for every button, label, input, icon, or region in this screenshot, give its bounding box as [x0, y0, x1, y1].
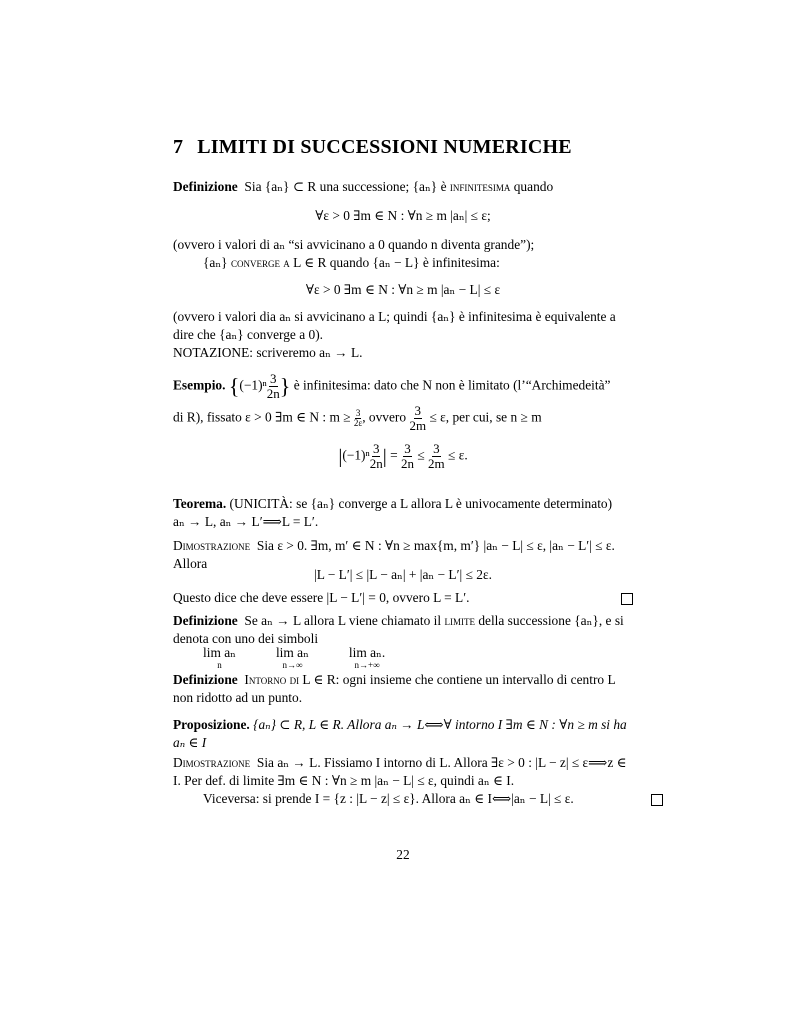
example-text: è infinitesima: dato che N non è limitato (l’“Archimedeità”: [293, 377, 611, 393]
def3-text: L ∈ R: ogni insieme che contiene un intervallo di centro L non ridotto ad un punto.: [173, 672, 616, 705]
section-number: 7: [173, 136, 184, 158]
theorem-label: Teorema.: [173, 496, 227, 511]
definition-intorno: [173, 671, 633, 707]
notation: NOTAZIONE: scriveremo aₙ → L.: [173, 345, 363, 360]
eq-n3: 3: [433, 441, 440, 456]
proof-text: Sia ε > 0. ∃m, m′ ∈ N : ∀n ≥ max{m, m′} |aₙ − L| ≤ ε, |aₙ − L′| ≤ ε. Allora: [173, 538, 615, 571]
proof-concl-text: Questo dice che deve essere |L − L′| = 0, ovvero L = L′.: [173, 590, 470, 605]
def-text-end: quando: [513, 179, 554, 194]
def2-term: limite: [444, 613, 475, 628]
def-term: infinitesima: [449, 179, 511, 194]
proof2-label: Dimostrazione: [173, 755, 251, 770]
frac-num: 3: [270, 371, 277, 386]
def-converge: [173, 254, 663, 272]
definition-limite: [173, 612, 633, 648]
eq-a: (−1)ⁿ: [342, 447, 370, 463]
limit-symbol: [349, 647, 385, 671]
f2-num: 3: [414, 403, 422, 418]
def2-text: Se aₙ → L allora L viene chiamato il: [244, 613, 442, 628]
example-equation: |(−1)ⁿ $\frac{3}{2n}$ | = $\frac{3}{2n}$ ≤ $\frac{3}{2m}$ ≤ ε.: [338, 441, 468, 471]
example-line2: [173, 404, 633, 433]
lim-sub: n→+∞: [354, 660, 380, 670]
lim-sub: n: [217, 660, 222, 670]
example-line2a: di R), fissato ε > 0 ∃m ∈ N : m ≥: [173, 409, 351, 425]
theorem-statement: aₙ → L, aₙ → L′⟹L = L′.: [173, 514, 319, 529]
eq-tail: ≤ ε.: [448, 447, 468, 463]
example: Esempio. {(−1)ⁿ $\frac{3}{2n}$ } è infinitesima: dato che N non è limitato (l’“Archimedeità”: [173, 371, 611, 401]
frac-den: 2n: [266, 386, 280, 401]
eq-d1: 2n: [369, 456, 383, 471]
f2-den: 2m: [409, 418, 427, 433]
proof-conclusion: [173, 589, 633, 607]
conv-post: L ∈ R quando {aₙ − L} è infinitesima:: [293, 255, 500, 270]
proof2-text2: Viceversa: si prende I = {z : |L − z| ≤ ε}. Allora aₙ ∈ I⟺|aₙ − L| ≤ ε.: [203, 791, 574, 806]
prop-text: {aₙ} ⊂ R, L ∈ R. Allora aₙ → L⟺∀ intorno I ∃m ∈ N : ∀n ≥ m si ha aₙ ∈ I: [173, 717, 627, 750]
limit-symbols: [173, 647, 663, 671]
proof-formula: |L − L′| ≤ |L − aₙ| + |aₙ − L′| ≤ 2ε.: [314, 567, 492, 582]
limit-symbol: [276, 647, 309, 671]
def2-label: Definizione: [173, 613, 238, 628]
conv-pre: {aₙ}: [203, 255, 228, 270]
proposition: [173, 716, 633, 752]
lim-top: lim aₙ: [275, 645, 309, 660]
example-label: Esempio.: [173, 377, 226, 393]
proof-label: Dimostrazione: [173, 538, 251, 553]
def-label: Definizione: [173, 179, 238, 194]
eq-n1: 3: [372, 441, 380, 456]
def3-label: Definizione: [173, 672, 238, 687]
small-den: 2ε: [353, 418, 363, 428]
definition-infinitesima: [173, 178, 633, 196]
qed-icon: [651, 794, 663, 806]
lim-top: lim aₙ.: [348, 645, 386, 660]
prop-label: Proposizione.: [173, 717, 250, 732]
def-note: (ovvero i valori di aₙ “si avvicinano a 0 quando n diventa grande”);: [173, 237, 535, 252]
def2-text2: della successione {aₙ}, e si denota con uno dei simboli: [173, 613, 624, 646]
def3-term: Intorno di: [244, 672, 300, 687]
page-number: 22: [396, 847, 410, 862]
example-line2b: , ovvero: [362, 409, 407, 425]
small-num: 3: [355, 408, 361, 418]
theorem: [173, 495, 633, 513]
section-title: LIMITI DI SUCCESSIONI NUMERICHE: [197, 136, 572, 158]
lim-top: lim aₙ: [203, 645, 236, 660]
formula-converge: ∀ε > 0 ∃m ∈ N : ∀n ≥ m |aₙ − L| ≤ ε: [305, 282, 501, 297]
section-heading: [173, 138, 572, 156]
qed-icon: [621, 593, 633, 605]
example-line2c: ≤ ε, per cui, se n ≥ m: [429, 409, 542, 425]
proof-proposition: [173, 754, 633, 790]
eq-d2: 2n: [400, 456, 414, 471]
def-text: Sia {aₙ} ⊂ R una successione; {aₙ} è: [244, 179, 447, 194]
theorem-text: (UNICITÀ: se {aₙ} converge a L allora L è univocamente determinato): [229, 496, 613, 511]
formula-infinitesima: ∀ε > 0 ∃m ∈ N : ∀n ≥ m |aₙ| ≤ ε;: [315, 208, 491, 223]
lim-sub: n→∞: [282, 660, 303, 670]
proof2-text: Sia aₙ → L. Fissiamo I intorno di L. Allora ∃ε > 0 : |L − z| ≤ ε⟹z ∈ I. Per def. di limite ∃m ∈ N : ∀n ≥ m |aₙ − L| ≤ ε, quindi aₙ ∈ I.: [173, 755, 627, 788]
limit-symbol: [203, 647, 236, 671]
example-seq: (−1)ⁿ: [239, 377, 267, 393]
eq-n2: 3: [404, 441, 411, 456]
def-note-2: (ovvero i valori dia aₙ si avvicinano a L; quindi {aₙ} è infinitesima è equivalente a dire che {aₙ} converge a 0).: [173, 309, 616, 342]
proof2-converse: [173, 790, 663, 808]
conv-term: converge a: [230, 255, 290, 270]
eq-d3: 2m: [428, 456, 445, 471]
